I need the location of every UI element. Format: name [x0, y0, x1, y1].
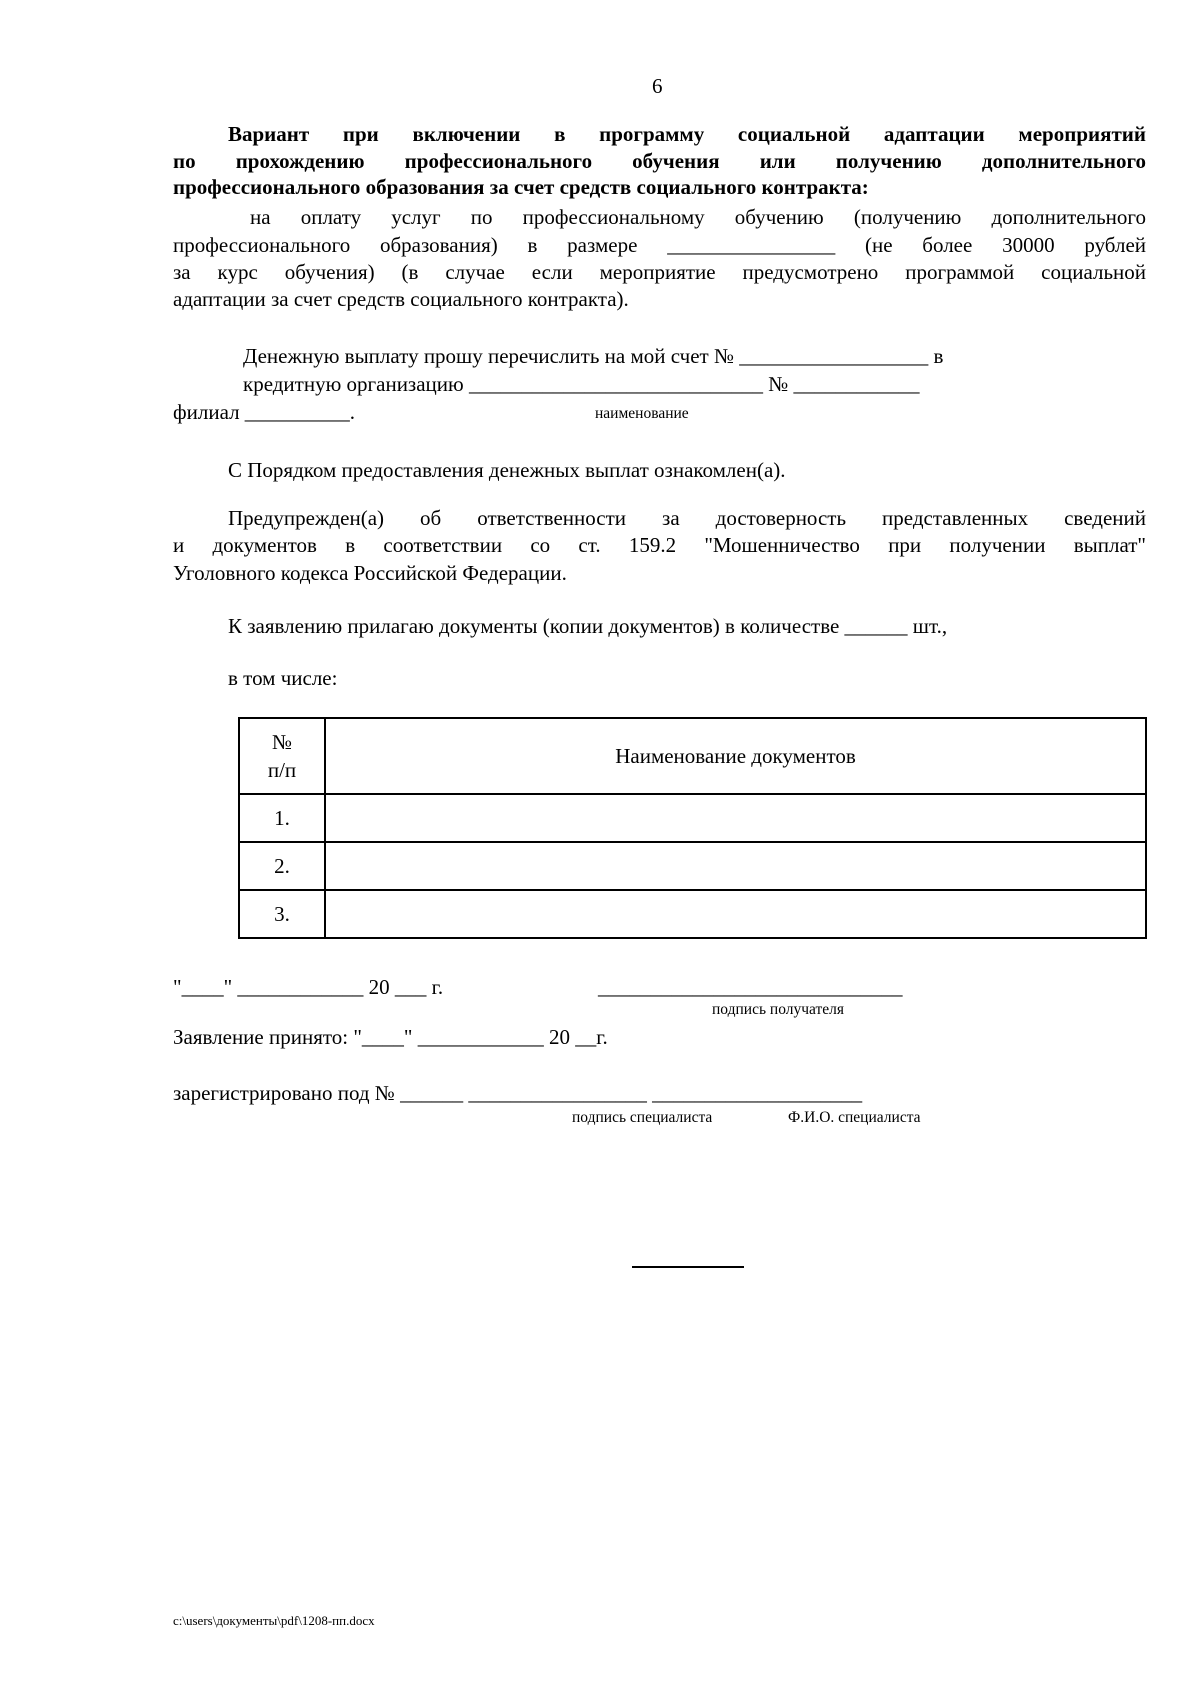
- payment-line-3: за курс обучения) (в случае если мероприятие предусмотрено программой социальной: [173, 260, 1146, 284]
- warning-line-1: Предупрежден(а) об ответственности за достоверность представленных сведений: [228, 506, 1146, 530]
- transfer-line-1: Денежную выплату прошу перечислить на мой счет № __________________ в: [243, 344, 944, 368]
- specialist-signature-caption: подпись специалиста: [572, 1109, 713, 1126]
- footer-file-path: c:\users\документы\pdf\1208-пп.docx: [173, 1613, 375, 1628]
- table-row: [239, 842, 1146, 890]
- payment-line-1: на оплату услуг по профессиональному обучению (получению дополнительного: [250, 205, 1146, 229]
- column-number-label: №: [271, 730, 293, 754]
- row-number: 2.: [239, 842, 325, 890]
- document-name-cell: [325, 794, 1146, 842]
- warning-line-3: Уголовного кодекса Российской Федерации.: [173, 561, 567, 585]
- transfer-line-2: кредитную организацию ____________________________ № ____________: [243, 372, 920, 396]
- document-name-cell: [325, 890, 1146, 938]
- registered-line: зарегистрировано под № ______ _________________ ____________________: [173, 1081, 863, 1105]
- table-header-row: [239, 718, 1146, 794]
- transfer-line-3: филиал __________.: [173, 400, 356, 424]
- column-number-header: [239, 718, 325, 794]
- end-separator: [632, 1266, 744, 1268]
- heading-line-3: профессионального образования за счет средств социального контракта:: [173, 175, 869, 199]
- accepted-line: Заявление принято: "____" ____________ 20 __г.: [173, 1025, 608, 1049]
- payment-line-2: профессионального образования) в размере ________________ (не более 30000 рублей: [173, 233, 1146, 257]
- warning-line-2: и документов в соответствии со ст. 159.2 "Мошенничество при получении выплат": [173, 533, 1146, 557]
- documents-table: [238, 717, 1147, 939]
- row-number: 1.: [239, 794, 325, 842]
- attachments-text: К заявлению прилагаю документы (копии документов) в количестве ______ шт.,: [228, 614, 948, 638]
- bank-name-caption: наименование: [595, 405, 689, 422]
- table-row: [239, 890, 1146, 938]
- page-number: 6: [652, 74, 663, 98]
- heading-line-2: по прохождению профессионального обучения или получению дополнительного: [173, 149, 1146, 173]
- date-line: "____" ____________ 20 ___ г.: [173, 975, 444, 999]
- order-acknowledgement: С Порядком предоставления денежных выплат ознакомлен(а).: [228, 458, 786, 482]
- table-row: [239, 794, 1146, 842]
- document-name-cell: [325, 842, 1146, 890]
- payment-line-4: адаптации за счет средств социального контракта).: [173, 287, 629, 311]
- column-number-sublabel: п/п: [267, 758, 297, 782]
- recipient-signature-caption: подпись получателя: [712, 1001, 845, 1018]
- recipient-signature-line: _____________________________: [598, 975, 903, 999]
- row-number: 3.: [239, 890, 325, 938]
- including-text: в том числе:: [228, 666, 338, 690]
- column-name-header: Наименование документов: [325, 718, 1146, 794]
- heading-line-1: Вариант при включении в программу социальной адаптации мероприятий: [228, 122, 1146, 146]
- specialist-name-caption: Ф.И.О. специалиста: [788, 1109, 921, 1126]
